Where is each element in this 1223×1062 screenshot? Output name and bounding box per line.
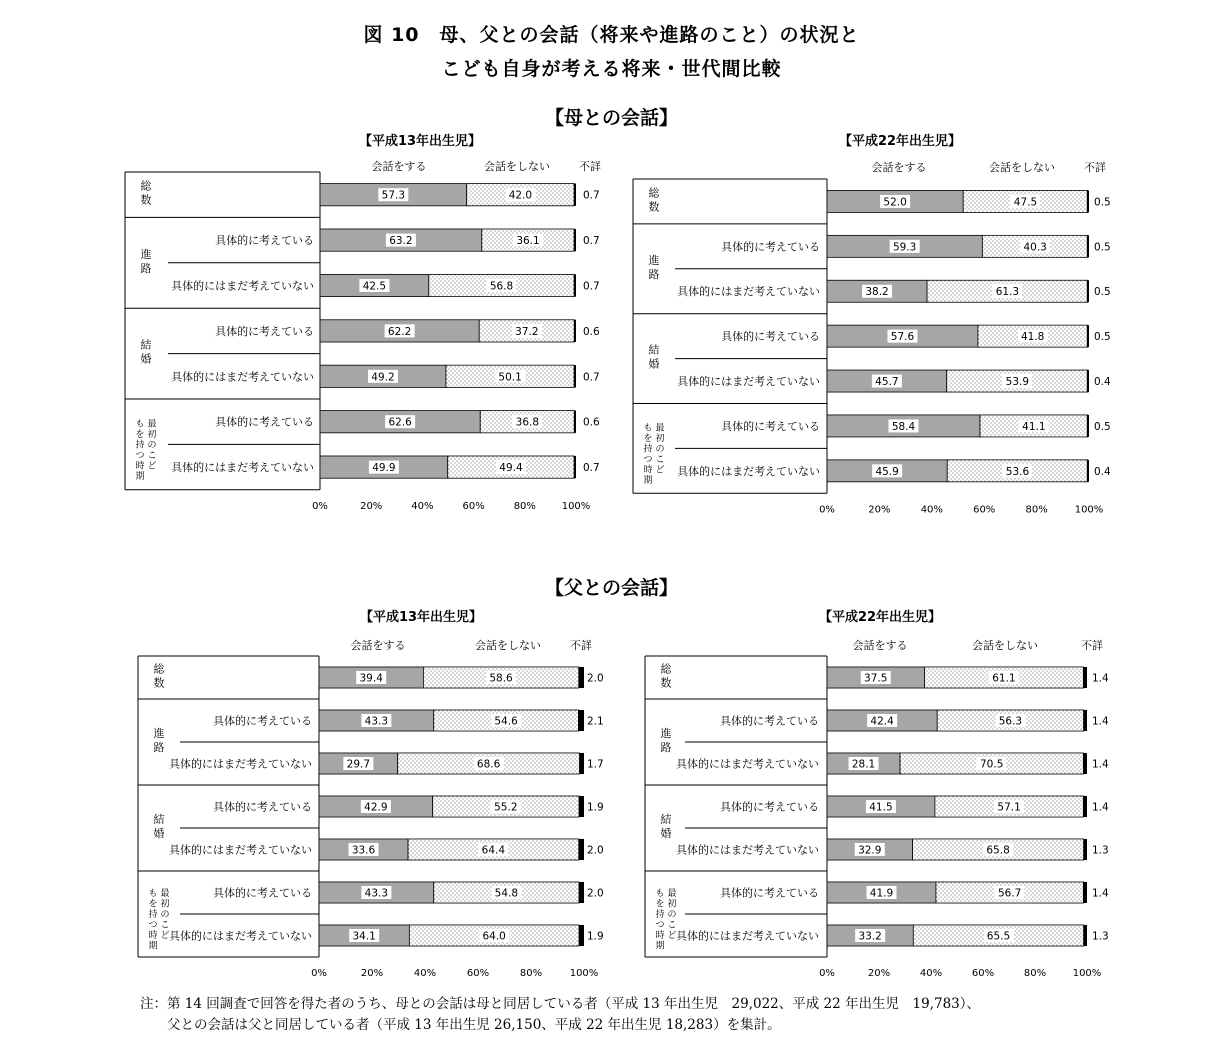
value-no-talk: 61.3	[995, 286, 1020, 299]
group-label-char: 婚	[660, 827, 672, 840]
group-label-char: 持	[643, 444, 653, 455]
value-no-talk: 41.8	[1020, 331, 1045, 344]
group-label-char: を	[135, 429, 145, 440]
x-tick-label: 100%	[1074, 504, 1104, 516]
group-label-char: 総	[153, 662, 165, 676]
value-talk: 29.7	[346, 758, 371, 771]
x-tick-label: 60%	[971, 968, 995, 979]
value-talk: 28.1	[851, 758, 876, 771]
row-label: 具体的にはまだ考えていない	[676, 929, 819, 943]
value-talk: 57.6	[890, 331, 915, 344]
bar-unknown	[579, 839, 584, 860]
value-no-talk: 58.6	[489, 672, 513, 685]
value-no-talk: 49.4	[499, 462, 523, 475]
group-label-char: 数	[648, 200, 660, 214]
group-label-char: 数	[153, 676, 165, 690]
value-unknown: 2.0	[587, 672, 604, 685]
value-talk: 43.3	[364, 887, 389, 900]
bar-unknown	[578, 710, 584, 731]
x-tick-label: 20%	[868, 504, 891, 516]
value-talk: 52.0	[883, 196, 907, 209]
row-label: 具体的にはまだ考えていない	[171, 279, 315, 293]
group-label-char: 婚	[140, 352, 152, 366]
group-label-char: 時	[148, 931, 158, 941]
row-label: 具体的に考えている	[215, 415, 315, 429]
value-talk: 38.2	[865, 286, 889, 299]
row-label: 具体的にはまだ考えていない	[676, 843, 819, 857]
value-no-talk: 53.9	[1005, 376, 1030, 389]
row-label: 具体的に考えている	[721, 330, 821, 344]
group-label-char: 数	[140, 193, 152, 207]
value-unknown: 0.7	[582, 371, 600, 384]
figure-title-line2: こども自身が考える将来・世代間比較	[441, 58, 782, 80]
bar-unknown	[1083, 667, 1087, 688]
x-tick-label: 0%	[311, 968, 327, 979]
value-unknown: 1.9	[587, 801, 604, 814]
value-no-talk: 55.2	[494, 801, 518, 814]
group-label-char: 初	[655, 433, 665, 444]
bar-unknown	[1087, 460, 1089, 482]
row-label: 具体的にはまだ考えていない	[171, 461, 315, 475]
x-tick-label: 60%	[973, 504, 996, 516]
group-label-char: 初	[147, 429, 157, 440]
bar-unknown	[579, 753, 584, 774]
value-unknown: 0.7	[582, 280, 600, 293]
value-unknown: 0.7	[582, 189, 600, 202]
group-label-char: を	[655, 899, 665, 910]
bar-unknown	[1084, 925, 1087, 946]
value-no-talk: 40.3	[1023, 241, 1047, 254]
value-no-talk: 56.8	[489, 280, 514, 293]
value-unknown: 0.5	[1093, 196, 1111, 209]
bar-unknown	[579, 667, 584, 688]
group-label-char: 総	[140, 179, 152, 193]
group-label-char: こ	[160, 920, 170, 931]
value-unknown: 0.5	[1093, 331, 1111, 344]
x-tick-label: 40%	[413, 968, 437, 979]
x-tick-label: 100%	[561, 500, 591, 512]
value-talk: 34.1	[352, 930, 376, 943]
x-tick-label: 80%	[519, 968, 543, 979]
legend-talk: 会話をする	[371, 159, 427, 173]
group-label-char: 路	[660, 741, 672, 754]
group-label-char: を	[148, 899, 158, 910]
group-label-char: 初	[667, 899, 677, 910]
group-label-char: 最	[147, 419, 157, 430]
value-unknown: 0.7	[582, 235, 600, 248]
group-label-char: 最	[160, 889, 170, 899]
value-talk: 39.4	[359, 672, 383, 685]
bar-unknown	[1087, 280, 1089, 302]
row-label: 具体的にはまだ考えていない	[677, 285, 821, 299]
x-tick-label: 60%	[462, 500, 485, 512]
group-label-char: ど	[160, 931, 170, 941]
section-title-father: 【父との会話】	[544, 577, 678, 599]
bar-unknown	[1083, 882, 1087, 903]
group-label-char: 婚	[153, 827, 165, 840]
group-label-char: つ	[148, 920, 158, 931]
legend-talk: 会話をする	[852, 639, 908, 652]
value-unknown: 2.1	[587, 715, 604, 728]
bar-unknown	[1083, 796, 1087, 817]
group-label-char: 進	[648, 253, 660, 267]
bar-unknown	[574, 274, 576, 296]
value-talk: 58.4	[891, 420, 916, 433]
group-label-char: の	[655, 444, 665, 455]
value-unknown: 0.4	[1093, 465, 1111, 478]
value-unknown: 1.4	[1092, 801, 1109, 814]
section-title-mother: 【母との会話】	[544, 107, 678, 129]
group-label-char: 最	[655, 423, 665, 434]
group-label-char: ど	[655, 465, 665, 476]
value-talk: 41.5	[869, 801, 893, 814]
bar-unknown	[1084, 839, 1087, 860]
row-label: 具体的にはまだ考えていない	[169, 843, 312, 857]
group-label-char: つ	[643, 454, 653, 465]
value-talk: 49.9	[372, 462, 396, 475]
group-label-char: 進	[660, 727, 672, 740]
chart-mother-h13	[125, 130, 616, 512]
value-unknown: 1.4	[1092, 715, 1109, 728]
bar-unknown	[1087, 190, 1089, 212]
footnote-line1: 注：第 14 回調査で回答を得た者のうち、母との会話は母と同居している者（平成 13 年出生児 29,022、平成 22 年出生児 19,783）、	[140, 996, 981, 1012]
group-label-char: ど	[147, 461, 157, 472]
group-label-char: の	[147, 440, 157, 451]
group-label-char: も	[655, 889, 665, 899]
group-label-char: ど	[667, 931, 677, 941]
group-label-char: 持	[655, 910, 665, 920]
bar-unknown	[574, 456, 576, 478]
x-tick-label: 60%	[466, 968, 490, 979]
value-talk: 62.2	[387, 325, 412, 338]
row-label: 具体的に考えている	[720, 800, 819, 814]
value-no-talk: 42.0	[508, 189, 533, 202]
x-tick-label: 40%	[919, 968, 943, 979]
value-talk: 45.7	[875, 376, 899, 389]
footnote-line2: 父との会話は父と同居している者（平成 13 年出生児 26,150、平成 22 年出生児 18,283）を集計。	[167, 1017, 781, 1033]
row-label: 具体的にはまだ考えていない	[169, 757, 312, 771]
row-label: 具体的に考えている	[215, 234, 315, 248]
x-tick-label: 100%	[1072, 968, 1102, 979]
group-label-char: 最	[667, 889, 677, 899]
value-talk: 57.3	[381, 189, 406, 202]
group-label-char: 総	[648, 186, 660, 200]
x-tick-label: 0%	[819, 968, 835, 979]
group-label-char: 時	[135, 461, 145, 472]
value-talk: 43.3	[364, 715, 389, 728]
group-label-char: 数	[660, 676, 672, 690]
row-label: 具体的に考えている	[721, 240, 821, 254]
group-label-char: も	[643, 423, 653, 434]
group-label-char: 期	[655, 941, 665, 952]
x-tick-label: 40%	[920, 504, 943, 516]
group-label-char: 路	[648, 267, 660, 281]
panel-title: 【平成22年出生児】	[839, 133, 961, 149]
value-no-talk: 65.8	[986, 844, 1010, 857]
group-label-char: 結	[153, 813, 165, 826]
group-label-char: 持	[135, 440, 145, 451]
value-talk: 33.6	[351, 844, 376, 857]
row-label: 具体的にはまだ考えていない	[676, 757, 819, 771]
value-unknown: 1.3	[1092, 844, 1109, 857]
group-label-char: つ	[135, 450, 145, 461]
value-talk: 42.5	[362, 280, 387, 293]
group-label-char: 婚	[648, 357, 660, 371]
chart-father-h13	[138, 606, 624, 979]
value-unknown: 1.4	[1092, 758, 1109, 771]
value-no-talk: 53.6	[1005, 465, 1030, 478]
value-no-talk: 50.1	[498, 371, 522, 384]
value-no-talk: 56.7	[997, 887, 1022, 900]
x-tick-label: 100%	[569, 968, 599, 979]
chart-father-h22	[645, 606, 1127, 979]
value-no-talk: 37.2	[515, 325, 539, 338]
value-unknown: 0.5	[1093, 420, 1111, 433]
value-unknown: 0.5	[1093, 241, 1111, 254]
bar-unknown	[579, 882, 584, 903]
value-unknown: 0.5	[1093, 286, 1111, 299]
value-talk: 63.2	[389, 235, 413, 248]
group-label-char: も	[135, 419, 145, 430]
x-tick-label: 40%	[411, 500, 434, 512]
value-talk: 41.9	[869, 887, 894, 900]
value-unknown: 0.4	[1093, 376, 1111, 389]
group-label-char: こ	[655, 454, 665, 465]
group-label-char: 総	[660, 662, 672, 676]
bar-unknown	[574, 184, 576, 206]
value-unknown: 1.4	[1092, 672, 1109, 685]
legend-unknown: 不詳	[1084, 160, 1106, 174]
group-label-char: 結	[648, 343, 660, 357]
value-talk: 45.9	[875, 465, 899, 478]
legend-unknown: 不詳	[1081, 639, 1103, 652]
value-unknown: 1.4	[1092, 887, 1109, 900]
value-no-talk: 36.8	[515, 416, 540, 429]
panel-title: 【平成13年出生児】	[359, 133, 481, 149]
group-label-char: 持	[148, 910, 158, 920]
value-no-talk: 65.5	[986, 930, 1011, 943]
value-no-talk: 68.6	[476, 758, 501, 771]
group-label-char: の	[160, 910, 170, 920]
value-no-talk: 64.4	[481, 844, 506, 857]
group-label-char: 期	[148, 941, 158, 952]
value-no-talk: 36.1	[516, 235, 540, 248]
group-label-char: 進	[140, 247, 152, 261]
legend-unknown: 不詳	[570, 639, 592, 652]
group-label-char: 初	[160, 899, 170, 910]
row-label: 具体的にはまだ考えていない	[677, 464, 821, 478]
bar-unknown	[1087, 415, 1089, 437]
value-talk: 33.2	[858, 930, 882, 943]
value-no-talk: 70.5	[980, 758, 1004, 771]
value-unknown: 1.7	[587, 758, 604, 771]
footnote	[140, 994, 980, 1036]
bar-unknown	[579, 796, 584, 817]
value-no-talk: 61.1	[992, 672, 1016, 685]
row-label: 具体的にはまだ考えていない	[677, 375, 821, 389]
row-label: 具体的に考えている	[215, 324, 315, 338]
bar-unknown	[574, 411, 576, 433]
row-label: 具体的に考えている	[721, 419, 821, 433]
row-label: 具体的に考えている	[213, 714, 312, 728]
bar-unknown	[1087, 370, 1089, 392]
bar-unknown	[574, 229, 576, 251]
group-label-char: 時	[643, 465, 653, 476]
group-label-char: 結	[140, 338, 152, 352]
x-tick-label: 80%	[1023, 968, 1047, 979]
bar-unknown	[574, 320, 576, 342]
value-talk: 49.2	[371, 371, 395, 384]
bar-unknown	[1087, 325, 1089, 347]
row-label: 具体的に考えている	[720, 886, 819, 900]
panel-title: 【平成22年出生児】	[818, 610, 942, 625]
group-label-char: つ	[655, 920, 665, 931]
value-unknown: 2.0	[587, 887, 604, 900]
legend-talk: 会話をする	[350, 639, 406, 652]
value-talk: 42.9	[364, 801, 388, 814]
legend-no-talk: 会話をしない	[475, 639, 541, 652]
value-unknown: 1.3	[1092, 930, 1109, 943]
x-tick-label: 20%	[360, 500, 383, 512]
legend-no-talk: 会話をしない	[989, 160, 1055, 174]
row-label: 具体的に考えている	[720, 714, 819, 728]
value-unknown: 0.6	[582, 325, 600, 338]
x-tick-label: 80%	[1025, 504, 1048, 516]
group-label-char: 進	[153, 727, 165, 740]
group-label-char: 路	[140, 261, 152, 275]
value-talk: 37.5	[864, 672, 888, 685]
figure-title-line1: 図 10 母、父との会話（将来や進路のこと）の状況と	[363, 24, 860, 46]
value-no-talk: 64.0	[482, 930, 506, 943]
panel-title: 【平成13年出生児】	[359, 610, 483, 625]
legend-talk: 会話をする	[871, 160, 927, 174]
value-no-talk: 47.5	[1013, 196, 1038, 209]
row-label: 具体的にはまだ考えていない	[169, 929, 312, 943]
x-tick-label: 0%	[312, 500, 328, 512]
value-talk: 59.3	[893, 241, 917, 254]
bar-unknown	[1087, 235, 1089, 257]
row-label: 具体的に考えている	[213, 800, 312, 814]
bar-unknown	[1083, 753, 1087, 774]
group-label-char: の	[667, 910, 677, 920]
group-label-char: 期	[643, 475, 653, 486]
group-label-char: 路	[153, 741, 165, 754]
bar-unknown	[574, 365, 576, 387]
value-talk: 62.6	[388, 416, 412, 429]
value-talk: 42.4	[870, 715, 894, 728]
row-label: 具体的にはまだ考えていない	[171, 370, 315, 384]
value-no-talk: 54.8	[494, 887, 519, 900]
group-label-char: を	[643, 433, 653, 444]
x-tick-label: 80%	[513, 500, 536, 512]
group-label-char: 時	[655, 931, 665, 941]
group-label-char: こ	[147, 450, 157, 461]
group-label-char: 結	[660, 813, 672, 826]
group-label-char: 期	[135, 471, 145, 482]
row-label: 具体的に考えている	[213, 886, 312, 900]
group-label-char: こ	[667, 920, 677, 931]
value-no-talk: 57.1	[997, 801, 1021, 814]
x-tick-label: 20%	[867, 968, 891, 979]
x-tick-label: 20%	[360, 968, 384, 979]
chart-mother-h22	[633, 130, 1129, 515]
bar-unknown	[579, 925, 584, 946]
group-label-char: も	[148, 889, 158, 899]
value-no-talk: 41.1	[1022, 420, 1046, 433]
value-unknown: 1.9	[587, 930, 604, 943]
value-unknown: 0.6	[582, 416, 600, 429]
legend-no-talk: 会話をしない	[972, 639, 1038, 652]
value-talk: 32.9	[858, 844, 882, 857]
value-unknown: 2.0	[587, 844, 604, 857]
value-no-talk: 56.3	[998, 715, 1023, 728]
x-tick-label: 0%	[819, 504, 835, 516]
legend-no-talk: 会話をしない	[484, 159, 550, 173]
bar-unknown	[1083, 710, 1087, 731]
value-no-talk: 54.6	[494, 715, 518, 728]
value-unknown: 0.7	[582, 462, 600, 475]
legend-unknown: 不詳	[579, 159, 601, 173]
